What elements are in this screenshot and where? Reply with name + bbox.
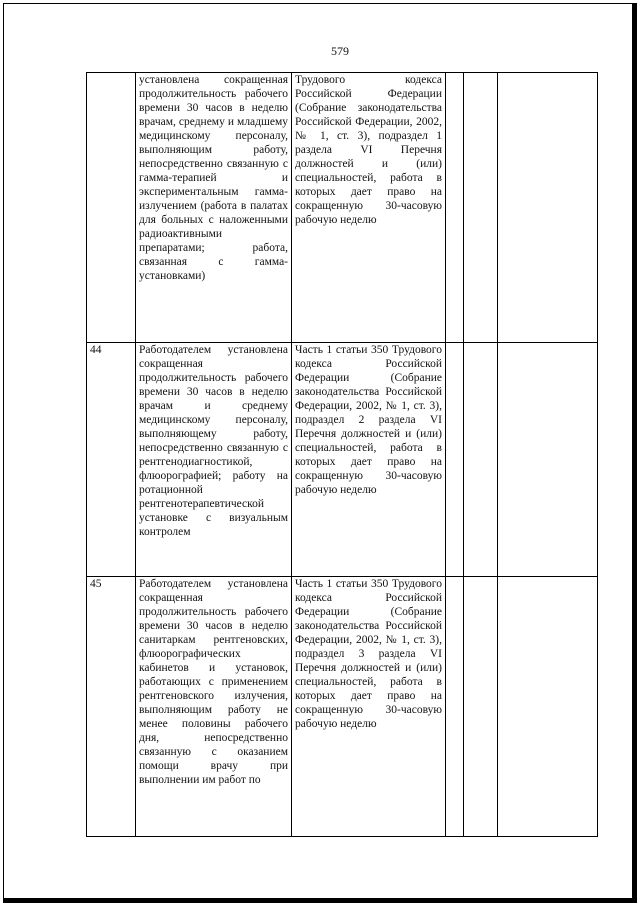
- legal-source-cell: [292, 343, 446, 577]
- empty-cell: [498, 577, 598, 837]
- empty-cell: [464, 343, 498, 577]
- empty-cell: [446, 577, 464, 837]
- legal-source-cell: [292, 577, 446, 837]
- requirement-text: установлена сокращенная продолжительность рабочего времени 30 часов в неделю врачам, среднему и младшему медицинскому персоналу, выполняющим работу, непосредственно связанную с гамма-терапией и экспериментальным гамма-излучением (работа в палатах для больных с наложенными радиоактивными препаратами; работа, связанная с гамма-установками): [139, 74, 288, 282]
- empty-cell: [464, 577, 498, 837]
- empty-cell: [464, 73, 498, 343]
- legal-source-text: Часть 1 статьи 350 Трудового кодекса Российской Федерации (Собрание законодательства Российской Федерации, 2002, № 1, ст. 3), подраздел 3 раздела VI Перечня должностей и (или) специальностей, работа в которых дает право на сокращенную 30-часовую рабочую неделю: [295, 578, 442, 730]
- requirement-cell: [136, 577, 292, 837]
- table-row: [87, 343, 598, 577]
- row-number: 44: [87, 343, 136, 577]
- requirement-text: Работодателем установлена сокращенная продолжительность рабочего времени 30 часов в неделю врачам и среднему медицинскому персоналу, выполняющему работу, непосредственно связанную с рентгенодиагностикой, флюорографией; работу на ротационной рентгенотерапевтической установке с визуальным контролем: [139, 344, 288, 538]
- legal-source-text: Часть 1 статьи 350 Трудового кодекса Российской Федерации (Собрание законодательства Российской Федерации, 2002, № 1, ст. 3), подраздел 2 раздела VI Перечня должностей и (или) специальностей, работа в которых дает право на сокращенную 30-часовую рабочую неделю: [295, 344, 442, 496]
- empty-cell: [498, 73, 598, 343]
- empty-cell: [446, 73, 464, 343]
- row-number: [87, 73, 136, 343]
- legal-source-cell: [292, 73, 446, 343]
- empty-cell: [446, 343, 464, 577]
- page-number: 579: [331, 44, 349, 58]
- table-row: [87, 73, 598, 343]
- empty-cell: [498, 343, 598, 577]
- table-row: [87, 577, 598, 837]
- legal-source-text: Трудового кодекса Российской Федерации (Собрание законодательства Российской Федерации, 2002, № 1, ст. 3), подраздел 1 раздела VI Перечня должностей и (или) специальностей, работа в которых дает право на сокращенную 30-часовую рабочую неделю: [295, 74, 442, 226]
- requirement-cell: [136, 343, 292, 577]
- row-number: 45: [87, 577, 136, 837]
- requirement-text: Работодателем установлена сокращенная продолжительность рабочего времени 30 часов в неделю санитаркам рентгеновских, флюорографических кабинетов и установок, работающих с применением рентгеновского излучения, выполняющим работу не менее половины рабочего дня, непосредственно связанную с оказанием помощи врачу при выполнении им работ по: [139, 578, 288, 786]
- requirement-cell: [136, 73, 292, 343]
- requirements-table: [86, 72, 598, 837]
